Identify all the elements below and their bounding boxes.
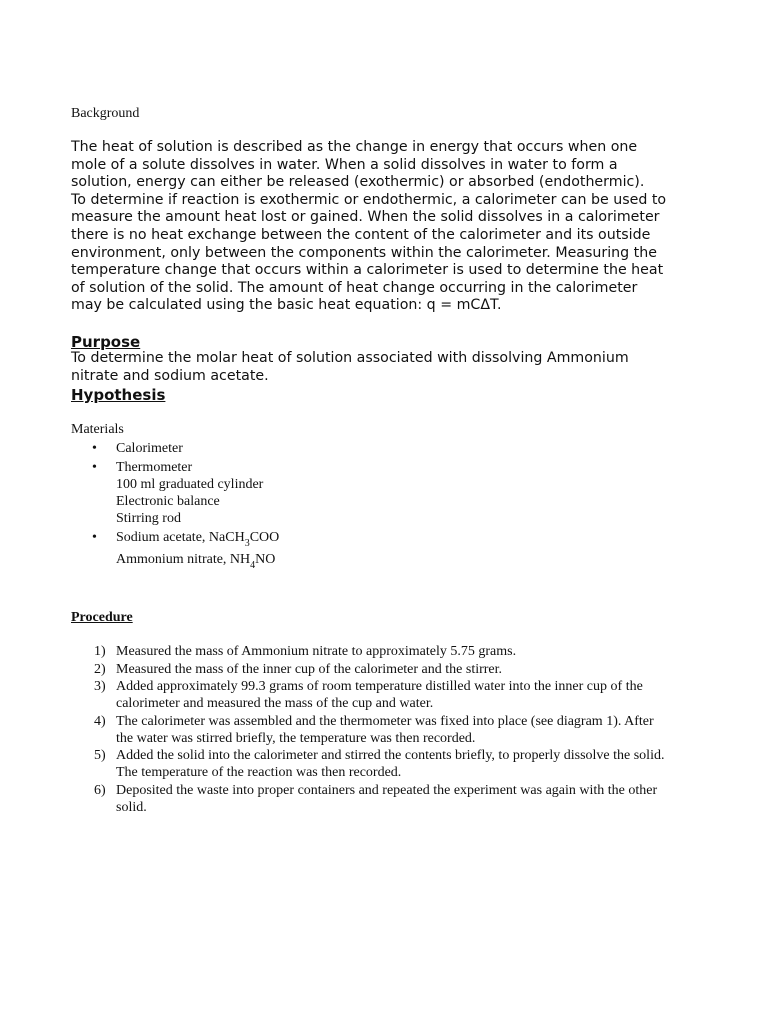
purpose-line: To determine the molar heat of solution associated with dissolving Ammonium (71, 350, 629, 366)
materials-item: 100 ml graduated cylinder (116, 477, 264, 492)
background-line: The heat of solution is described as the change in energy that occurs when one (71, 139, 638, 155)
step-number: 4) (94, 714, 106, 729)
step-text: Deposited the waste into proper containers and repeated the experiment was again with the other (116, 783, 658, 798)
purpose-paragraph (71, 350, 629, 385)
purpose-heading: Purpose (71, 333, 141, 351)
formula-suffix: NO (255, 552, 276, 567)
step-text: calorimeter and measured the mass of the cup and water. (116, 696, 434, 711)
formula-prefix: Ammonium nitrate, NH (116, 552, 251, 567)
materials-item: Electronic balance (116, 494, 220, 509)
materials-item-ammonium-nitrate (116, 552, 275, 571)
materials-item: Thermometer (116, 460, 193, 475)
bullet-icon: • (92, 530, 97, 545)
step-text: Measured the mass of Ammonium nitrate to approximately 5.75 grams. (116, 644, 517, 659)
hypothesis-heading: Hypothesis (71, 386, 166, 404)
formula-prefix: Sodium acetate, NaCH (116, 530, 245, 545)
materials-item: Calorimeter (116, 441, 183, 456)
purpose-line: nitrate and sodium acetate. (71, 367, 269, 384)
background-line: solution, energy can either be released (exothermic) or absorbed (endothermic). (71, 174, 645, 191)
bullet-icon: • (92, 441, 97, 456)
background-paragraph (71, 139, 711, 315)
formula-suffix: COO (249, 530, 280, 545)
formula-subscript: 4 (250, 560, 256, 571)
materials-heading: Materials (71, 422, 124, 437)
procedure-heading: Procedure (71, 610, 133, 625)
background-line: temperature change that occurs within a calorimeter is used to determine the heat (71, 262, 664, 279)
background-heading: Background (71, 106, 140, 121)
background-line: mole of a solute dissolves in water. When a solid dissolves in water to form a (71, 156, 618, 173)
materials-item: Stirring rod (116, 511, 181, 526)
step-number: 5) (94, 748, 106, 763)
step-number: 1) (94, 644, 106, 659)
background-line: measure the amount heat lost or gained. When the solid dissolves in a calorimeter (71, 209, 660, 226)
step-text: The temperature of the reaction was then recorded. (116, 765, 402, 780)
step-text: The calorimeter was assembled and the thermometer was fixed into place (see diagram 1). After (116, 714, 654, 729)
step-number: 6) (94, 783, 106, 798)
step-number: 3) (94, 679, 106, 694)
background-line: may be calculated using the basic heat equation: q = mCΔT. (71, 297, 502, 314)
step-text: the water was stirred briefly, the temperature was then recorded. (116, 731, 476, 746)
background-line: To determine if reaction is exothermic or endothermic, a calorimeter can be used to (71, 191, 667, 208)
step-text: solid. (116, 800, 147, 815)
materials-item-sodium-acetate (116, 530, 279, 549)
background-line: there is no heat exchange between the content of the calorimeter and its outside (71, 226, 651, 243)
step-text: Added the solid into the calorimeter and stirred the contents briefly, to properly dissolve the solid. (116, 748, 665, 763)
bullet-icon: • (92, 460, 97, 475)
step-text: Added approximately 99.3 grams of room temperature distilled water into the inner cup of the (116, 679, 643, 694)
formula-subscript: 3 (244, 538, 250, 549)
background-line: environment, only between the components within the calorimeter. Measuring the (71, 244, 657, 261)
step-text: Measured the mass of the inner cup of the calorimeter and the stirrer. (116, 662, 503, 677)
step-number: 2) (94, 662, 106, 677)
background-line: of solution of the solid. The amount of heat change occurring in the calorimeter (71, 279, 638, 296)
